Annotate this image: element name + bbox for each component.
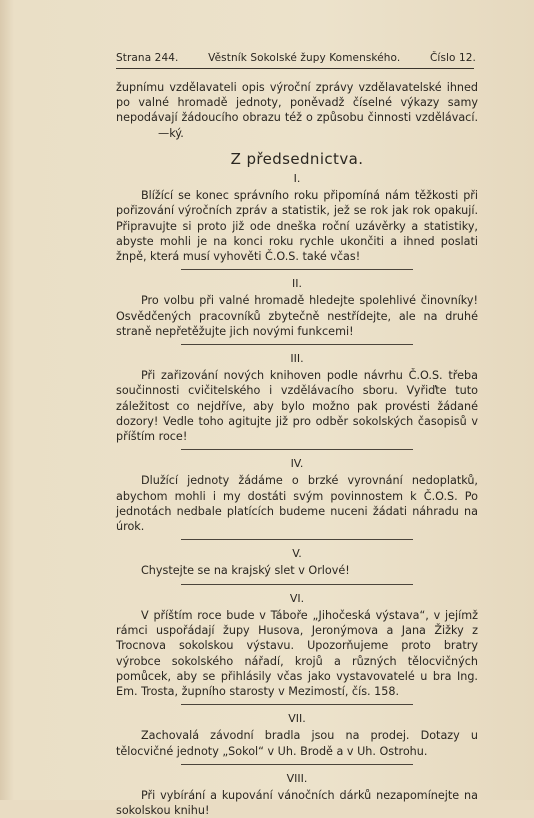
item-numeral: IV.: [290, 457, 304, 471]
intro-text: župnímu vzdělavateli opis výroční zprávy vzdělavatelské ihned po valné hromadě jednoty, poněvadž číselné výkazy samy nepodávají žádoucího obrazu též o způsobu činnosti vzdělávací.: [116, 81, 478, 125]
item-divider: [181, 269, 413, 270]
author-signature: —ký.: [158, 126, 184, 140]
item-text: Zachovalá závodní bradla jsou na prodej. Dotazy u tělocvičné jednoty „Sokol“ v Uh. Brodě a v Uh. Ostrohu.: [116, 729, 478, 758]
running-header: [116, 52, 476, 64]
item-text: Pro volbu při valné hromadě hledejte spolehlivé činovníky! Osvědčených pracovníků zbytečně nestřídejte, ale na druhé straně nepřetěžujte jich novými funkcemi!: [116, 294, 478, 338]
issue-number: Číslo 12.: [430, 52, 476, 64]
item-numeral: III.: [290, 352, 304, 366]
item-divider: [181, 704, 413, 705]
article-body: [116, 80, 478, 818]
journal-title: Věstník Sokolské župy Komenského.: [208, 52, 401, 64]
item-numeral: V.: [292, 547, 302, 561]
item-text: Chystejte se na krajský slet v Orlové!: [141, 564, 350, 578]
item-text: V příštím roce bude v Táboře „Jihočeská výstava“, v jejímž rámci uspořádají župy Husova, Jeronýmova a Jana Žižky z Trocnova sokolskou výstavu. Upozorňujeme proto bratry výrobce sokolského nářadí, krojů a různých tělocvičných pomůcek, aby se přihlásily včas jako vystavovatelé u bra Ing. Em. Trosta, župního starosty v Mezimostí, čís. 158.: [116, 608, 478, 698]
item-text: Blížící se konec správního roku připomíná nám těžkosti při pořizování výročních zpráv a statistik, jež se rok jak rok opakují. Připravujte si proto již ode dneška roční uzávěrky a statistiky, abyste mohli je na konci roku rychle ukončiti a ihned poslati žnpě, která musí vyhověti Č.O.S. také včas!: [116, 189, 478, 264]
item-numeral: VIII.: [286, 771, 308, 785]
item-divider: [181, 584, 413, 585]
item-numeral: VI.: [289, 591, 305, 605]
item-divider: [181, 449, 413, 450]
item-divider: [181, 539, 413, 540]
item-numeral: I.: [293, 172, 301, 186]
item-text: Dlužící jednoty žádáme o brzké vyrovnání nedoplatků, abychom mohli i my dostáti svým povinnostem k Č.O.S. Po jednotách nedbale platících budeme nuceni žádati náhradu na úrok.: [116, 474, 478, 534]
intro-paragraph: [116, 80, 478, 141]
header-divider: [116, 68, 474, 69]
item-numeral: VII.: [288, 712, 306, 726]
page-number: Strana 244.: [116, 52, 179, 64]
item-divider: [181, 344, 413, 345]
item-numeral: II.: [292, 277, 302, 291]
item-divider: [181, 764, 413, 765]
item-text: Při vybírání a kupování vánočních dárků nezapomínejte na sokolskou knihu!: [116, 788, 478, 818]
item-text: Při zařizování nových knihoven podle návrhu Č.O.S. třeba součinnosti cvičitelského i vzdělávacího sboru. Vyřiďte tuto záležitost co nejdříve, aby bylo možno pak provésti žádané dozory! Vedle toho agitujte již pro odběr sokolských časopisů v příštím roce!: [116, 369, 478, 444]
section-title: Z předsednictva.: [230, 149, 364, 168]
